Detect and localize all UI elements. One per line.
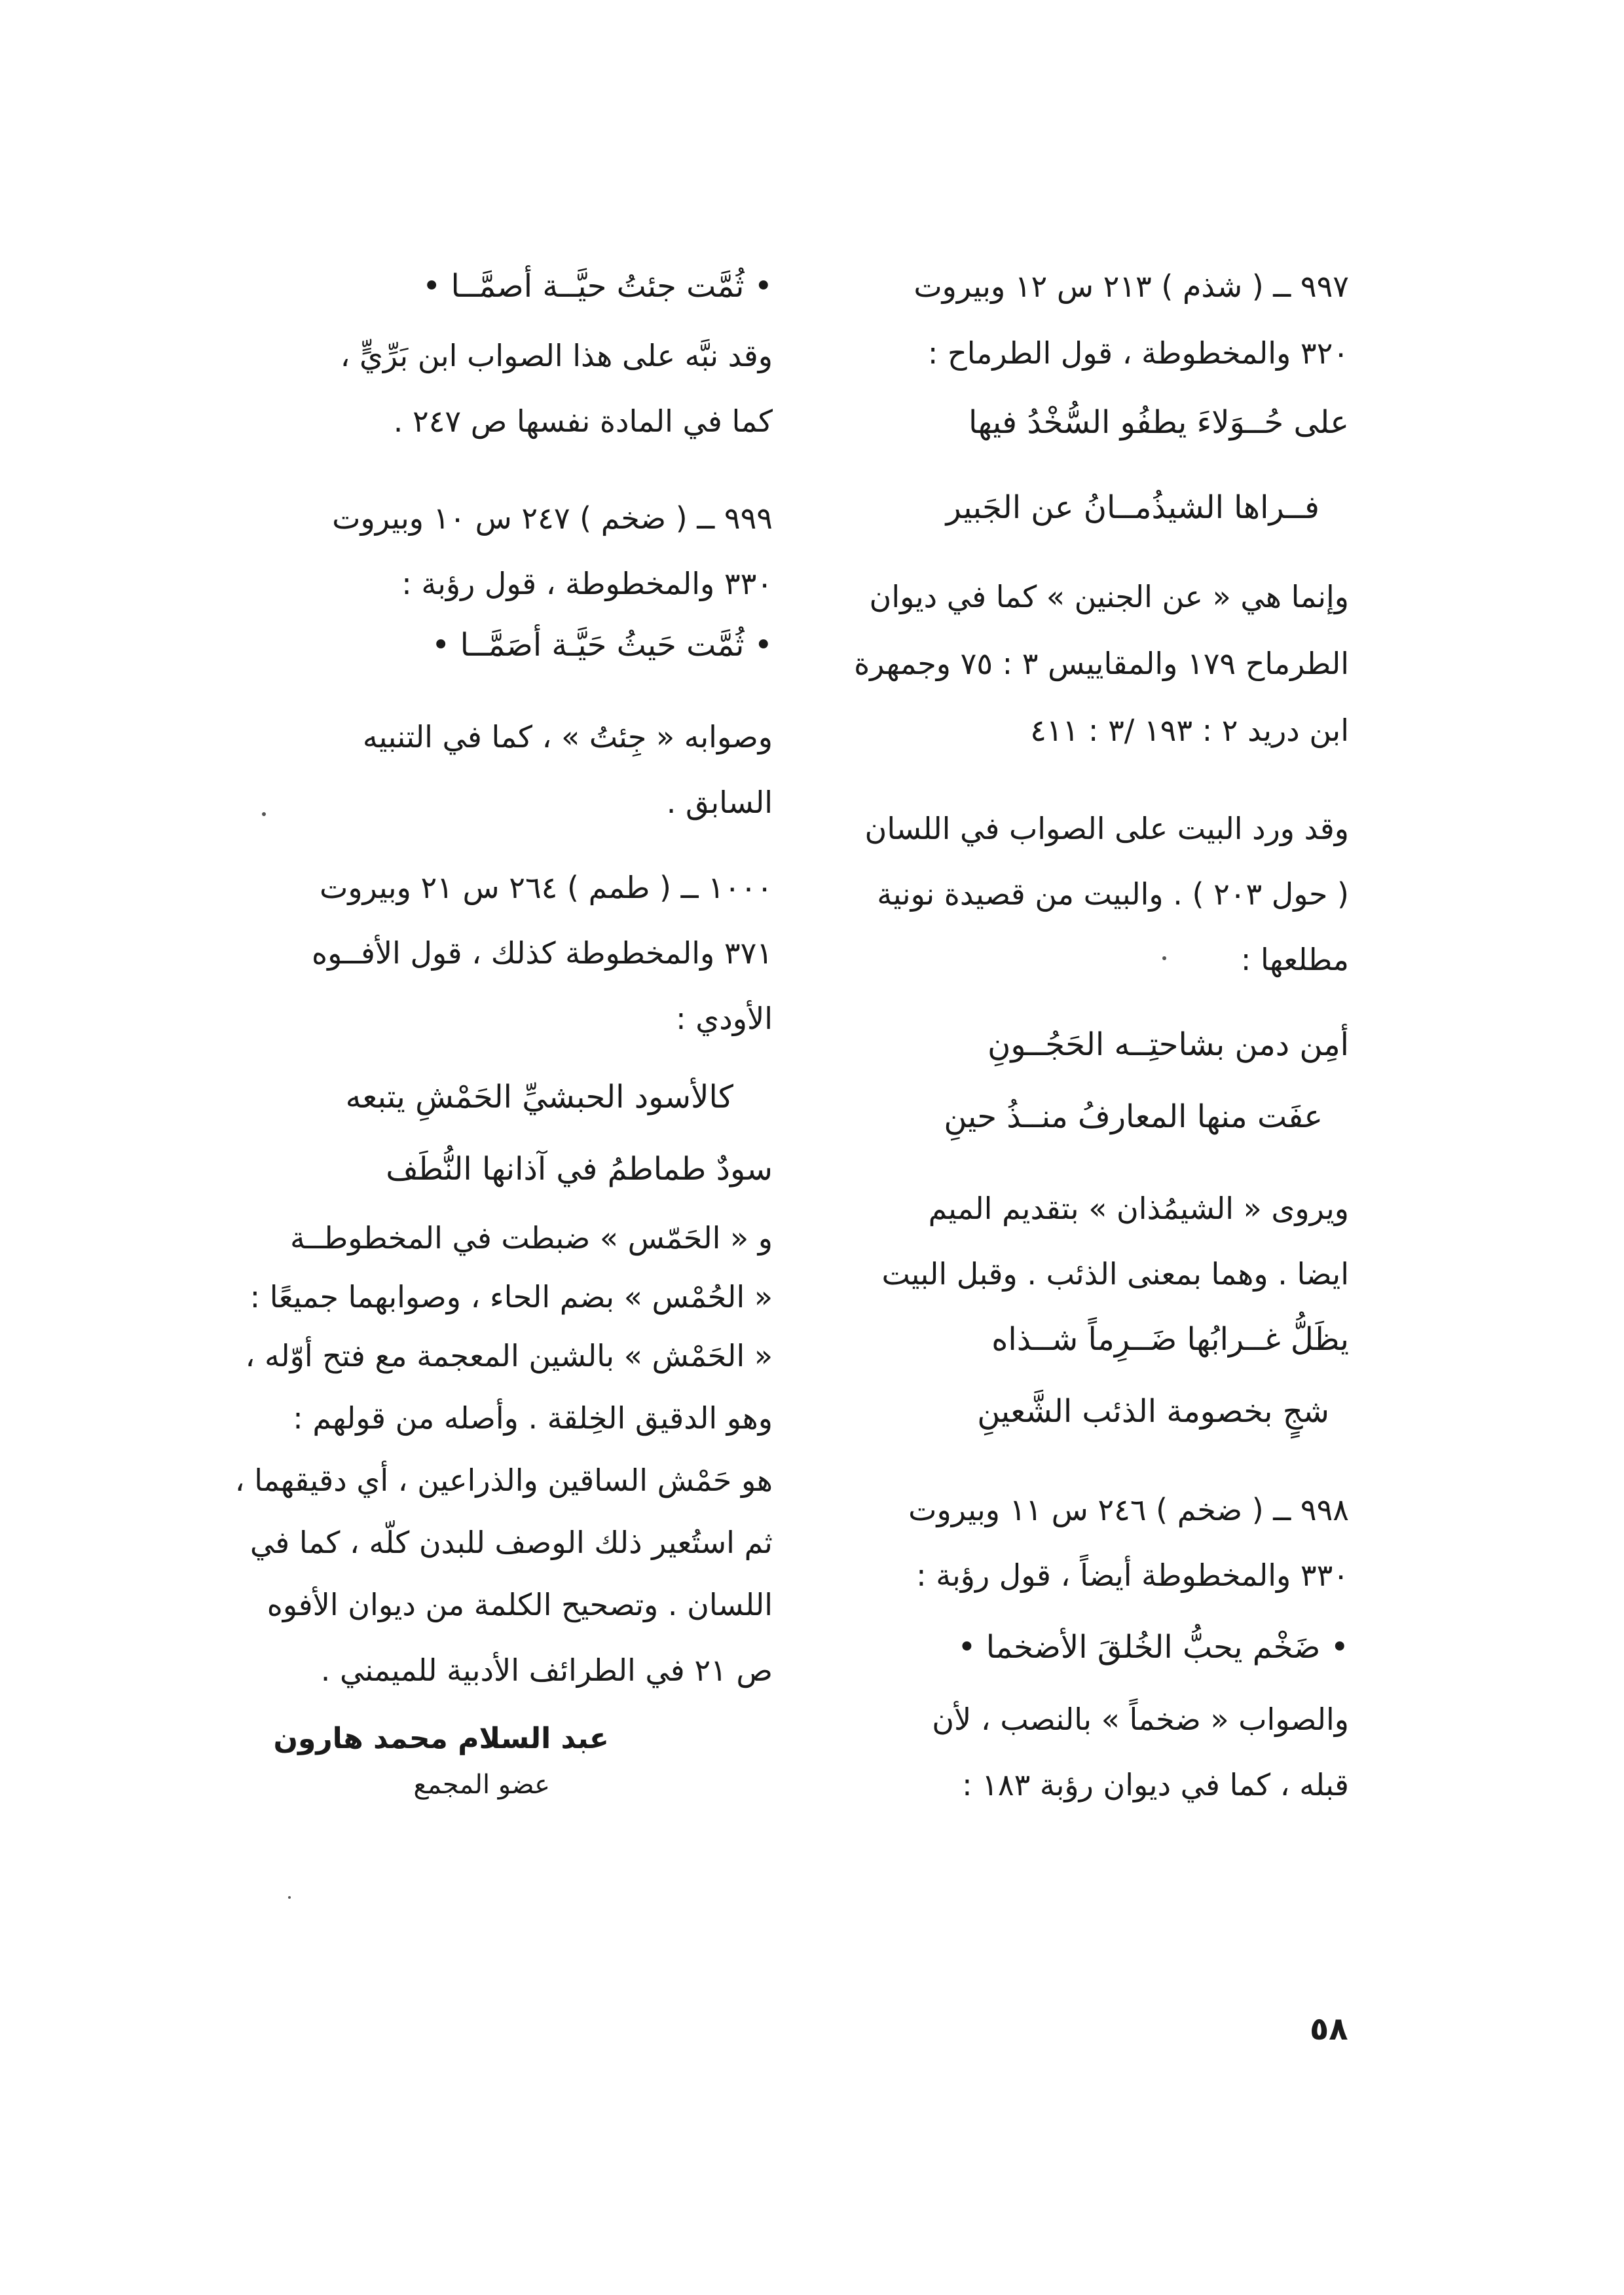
text-line: الأودي :: [676, 1001, 773, 1036]
verse-line: • ضَخْم يحبُّ الخُلقَ الأضخما •: [957, 1629, 1349, 1666]
scan-speck: [288, 1896, 291, 1899]
text-line: وصوابه « جِئتُ » ، كما في التنبيه: [362, 719, 773, 755]
text-line: ايضا . وهما بمعنى الذئب . وقبل البيت: [881, 1256, 1349, 1292]
text-line: قبله ، كما في ديوان رؤبة ١٨٣ :: [962, 1767, 1349, 1802]
text-line: ٩٩٨ ــ ( ضخم ) ٢٤٦ س ١١ وبيروت: [908, 1492, 1349, 1527]
verse-line: سودٌ طماطمُ في آذانها النُّطَف: [386, 1151, 773, 1187]
verse-line: عفَت منها المعارفُ منــذُ حينِ: [944, 1098, 1323, 1135]
text-line: ٣٢٠ والمخطوطة ، قول الطرماح :: [927, 335, 1349, 371]
text-line: ويروى « الشيمُذان » بتقديم الميم: [928, 1191, 1349, 1226]
text-line: الطرماح ١٧٩ والمقاييس ٣ : ٧٥ وجمهرة: [854, 646, 1349, 681]
text-line: هو حَمْش الساقين والذراعين ، أي دقيقهما ،: [234, 1463, 773, 1498]
text-line: ٩٩٧ ــ ( شذم ) ٢١٣ س ١٢ وبيروت: [913, 269, 1349, 304]
verse-line: يظَلُّ غــرابُها ضَــرِماً شــذاه: [991, 1321, 1349, 1358]
text-line: ابن دريد ٢ : ١٩٣ /٣ : ٤١١: [1030, 713, 1349, 748]
text-line: ثم استُعير ذلك الوصف للبدن كلّه ، كما في: [249, 1525, 773, 1560]
text-line: « الحَمْش » بالشين المعجمة مع فتح أوّله ،: [245, 1338, 773, 1373]
author-title: عضو المجمع: [413, 1770, 550, 1800]
text-line: « الحُمْس » بضم الحاء ، وصوابهما جميعًا :: [249, 1279, 773, 1315]
text-line: ص ٢١ في الطرائف الأدبية للميمني .: [320, 1652, 773, 1688]
verse-line: شجٍ بخصومة الذئب الشَّعينِ: [977, 1393, 1329, 1430]
text-line: و « الحَمّس » ضبطت في المخطوطــة: [290, 1220, 773, 1256]
scan-speck: [262, 812, 266, 816]
text-line: ٣٣٠ والمخطوطة أيضاً ، قول رؤبة :: [916, 1558, 1349, 1593]
text-line: وهو الدقيق الخِلقة . وأصله من قولهم :: [293, 1400, 773, 1436]
text-line: وقد نبَّه على هذا الصواب ابن بَرِّيٍّ ،: [340, 338, 773, 373]
verse-line: على حُــوَلاءَ يطفُو السُّخْدُ فيها: [968, 404, 1349, 441]
page-number: ٥٨: [1310, 2011, 1348, 2047]
text-line: اللسان . وتصحيح الكلمة من ديوان الأفوه: [267, 1587, 773, 1622]
verse-line: كالأسود الحبشيِّ الحَمْشِ يتبعه: [345, 1079, 733, 1115]
text-line: السابق .: [666, 785, 773, 820]
text-line: ١٠٠٠ ــ ( طمم ) ٢٦٤ س ٢١ وبيروت: [320, 870, 773, 905]
text-line: ٣٧١ والمخطوطة كذلك ، قول الأفــوه: [312, 935, 773, 971]
text-line: ٣٣٠ والمخطوطة ، قول رؤبة :: [401, 566, 773, 601]
text-line: ٩٩٩ ــ ( ضخم ) ٢٤٧ س ١٠ وبيروت: [332, 500, 773, 536]
verse-line: فــراها الشيذُمــانُ عن الجَبير: [946, 489, 1320, 526]
text-line: والصواب « ضخماً » بالنصب ، لأن: [932, 1702, 1349, 1737]
verse-line: أمِن دمن بشاحتِــه الحَجُــونِ: [987, 1026, 1349, 1063]
text-line: ( حول ٢٠٣ ) . والبيت من قصيدة نونية: [877, 876, 1349, 912]
text-line: وإنما هي « عن الجنين » كما في ديوان: [869, 579, 1349, 614]
author-name: عبد السلام محمد هارون: [273, 1722, 609, 1755]
text-line: وقد ورد البيت على الصواب في اللسان: [864, 811, 1349, 846]
verse-line: • ثُمَّت جئتُ حيَّــة أصمَّــا •: [422, 268, 773, 305]
verse-line: • ثُمَّت حَيثُ حَيَّـة أصَمَّــا •: [432, 627, 773, 663]
scan-speck: [1162, 956, 1166, 960]
text-line: مطلعها :: [1240, 942, 1349, 977]
text-line: كما في المادة نفسها ص ٢٤٧ .: [393, 403, 773, 439]
